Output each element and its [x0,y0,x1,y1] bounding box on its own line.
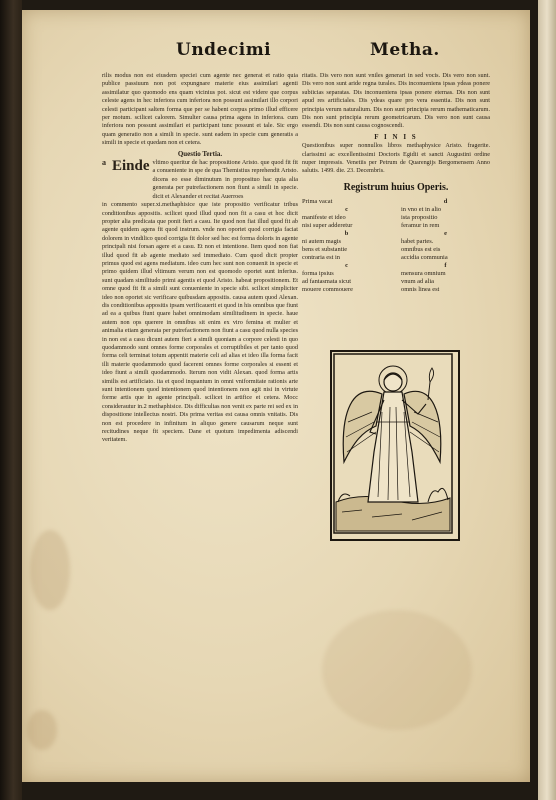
paragraph: ritatis. Dis vero non sunt vniles generari in sed vocis. Dis vero non sunt. Dis vero non sunt aride regna turales. Dis inconueniens ipsas ydeas ponere subiicias separatas. Dis inconueniens ipsas ponere eternas. Dis non sunt apud res artificiales. Dis ydeas quare pro vera essentia. Dis non sunt principia verum naturalium. Dis non sunt principia rerum mathematicarum. Dis non sunt principia rerum geometricarum. Dis vero non sunt causa essendi. Dis non sunt causa cognoscendi. [302,72,490,130]
register-letter: c [345,206,348,214]
initial-line [102,159,298,201]
initial-rest: vltimo queritur de hac propositione Aristo. que quod fit fit a conueniente in spe de qua Themistius reprehendit Aristo. dicens eo esse diminutum in proposituo hac quia alia generata per putrefactionem non fiunt a simili in specie. dicit et Alexander et recitat Auerroes [152,159,298,200]
register-entry: omnis linea est [401,286,440,294]
woodcut-angel-illustration [330,350,460,541]
register-entry: manifeste et ideo [302,214,346,222]
finis: F I N I S [374,132,418,141]
register-entry: habet partes. [401,238,434,246]
stain [322,610,472,730]
stain [30,530,70,610]
right-column [302,72,490,342]
register-letter: c [345,262,348,270]
register-entry: ad fantasmata sicut [302,278,351,286]
register-entry: mensura omnium [401,270,446,278]
register-entry: feramur in rem [401,222,440,230]
register-entry: ni autem magis [302,238,342,246]
register-entry: contraria est in [302,254,340,262]
register-entry: omnibus est eis [401,246,441,254]
left-column [102,72,298,572]
register-letter: f [444,262,447,270]
register-entry: Prima vacat [302,198,333,206]
page-edge [538,0,556,800]
register-entry: bens et substantie [302,246,348,254]
register-entry: forma ipsius [302,270,334,278]
running-head-left: Undecimi [176,40,272,60]
book-spine [0,0,22,800]
stain [27,710,57,750]
register-entry: ista propositio [401,214,438,222]
register-title: Registrum huius Operis. [343,181,449,193]
register-entry: accidia communia [401,254,448,262]
paragraph: in commento super.xi.methaphisice que iste propositio verificatur tribus conditionibus appositis. scilicet quod illud quod non fit a casu et hoc dicit propter alia predicata que ponit fieri a casu. Ite quod non fiat illud quod fit ab agente quidem agens fit quod instrum. vnde non oportet quod corrigia faciat dolorem in vindilico quod corrigia fit dolor sed hec est forma doloris in agente principali nisi forsan agere et a casu. Et non et intentione. Item quod non fiat illud quod fit ab agente mediato sed immediato. Cum quod dicit propter primus quod est agens mediatum. ideo cum hec sunt non conuenit in specie et primo quidem illud vltimum verum non est quomodo oportet sunt inferius. sunt quadam similitudo primi agentis et quod Aristo. habeat propositionem. Et omne quod fit fit a simili sunt conueniente in specie sibi. scilicet simpliciter ideo non oportet sic verificare quibusdam appositis. causa autem quod Alexan. dis conditionibus appositis ipsam verificauerit et quod in his omnibus que fiunt ad ea a quibus fiunt quare habet omnimodam similitudinem in specie. haue autem non ops querere in omnibus sit enim ex viro femina et mulier et animalia etiam generata per putrefactionem non fiunt a casu quod nulla species in non est a casu dicunt autem fieri a simili quoniam a corpore celesti in quo quodammodo sunt omnes forme corporales et corruptibiles et per tanto quod forma celi terminat totum appentit materie celi ad alias et ideo illa forma facit illi materie quodammodo quod facerent omnes forme corporales si essent et ideo fiunt a simili quodammodo. Iterum non vidit Alexan. quod forma artis similis est artificiato. ita et quod inquantum in omni vniformitate rationis arte sunt intentionem quod intentionem quod intentionem non agit nisi in virtute forme artis que in agente principali. scilicet in artifice et cetera. Mocc considerautur in.2 methaphisice. Dis difficultas non venit ex parte rei sed ex in dispositione intellectus nostri. Dis prima veritas est causa omnis vnitatis. Dis non est procedere in infinitum in aliquo genere causarum neque sunt recitudines neque fit speciem. Dane et quotum impedimenta adiscendi veritatem. [102,201,298,444]
running-head-right: Metha. [370,40,440,60]
register-entry: mouere commouere [302,286,353,294]
register-letter: b [344,230,349,238]
angel-icon [332,352,454,535]
register-grid [302,198,490,294]
colophon: Questionibus super nonnullos libros methaphysice Aristo. fragerite. clarissimi ac excellentissimi Doctoris Egidii et sancti Augustini ordine nuper impressis. Venetiis per Petrum de Quarengijs Bergomensem Anno salutis. 1499. die. 23. Decembris. [302,142,490,175]
register-entry: in vno et in alio [401,206,442,214]
paragraph: rilis modus non est eiusdem speciei cum agente nec generat et ratio quia publice passiuum non pot expungnare materie eius assimilari agenti assimilatur quo quomodo ens quam vicinius pot. sicut est videre que corpus celeste agens in hec inferiora cum inferiora non possunt assimilari illo corpori celesti participant saltem forma que per se habent corpus primo illud efficere per motum. scilicet calorem. Simulter causa prima agens in inferiora. cum inferiora non possunt assimilari et participant tunc possunt et tale. Sic ergo quam generatio non a simili in specie. sunt eadem in specie cum generatis a simili in specie et quedam non et cetera. [102,72,298,147]
initial-word: Einde [112,158,150,175]
section-heading: Questio Tertia. [177,149,223,158]
register-letter: e [444,230,447,238]
register-letter: d [443,198,448,206]
marginal-letter: a [102,158,106,168]
register-entry: vnum ad alia [401,278,435,286]
register-entry: nisi super adderetur [302,222,353,230]
